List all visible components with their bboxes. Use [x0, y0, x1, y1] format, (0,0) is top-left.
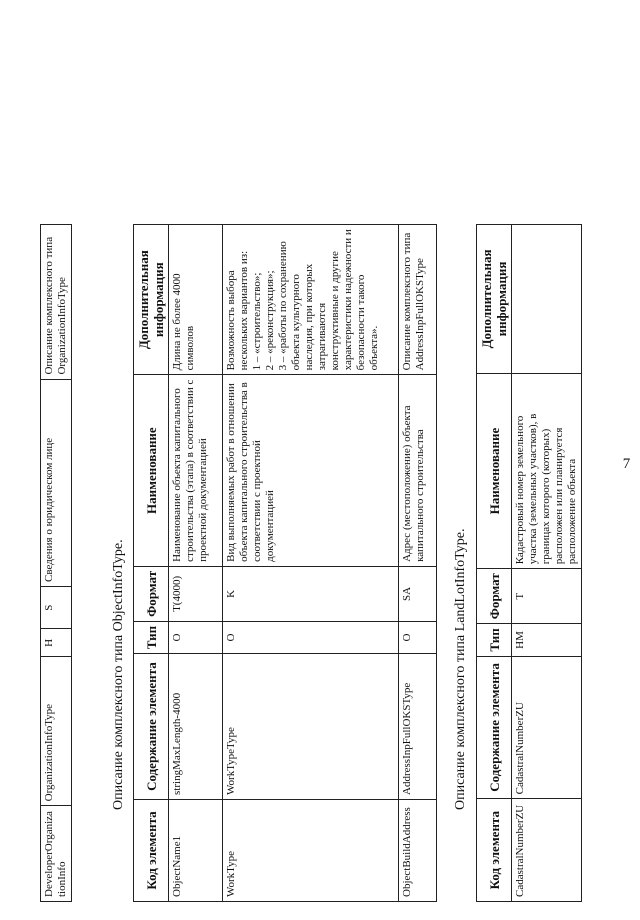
header-content: Содержание элемента — [134, 654, 169, 800]
caption-object-info: Описание комплексного типа ObjectInfoType. — [111, 539, 126, 810]
cell-info: Длина не более 4000 символов — [169, 225, 223, 375]
cell-name: Наименование объекта капитального строительства (этапа) в соответствии с проектной документацией — [169, 375, 223, 567]
cell-type: О — [223, 621, 399, 653]
table-row — [399, 225, 437, 902]
header-row — [134, 225, 169, 902]
page-number: 7 — [622, 455, 631, 472]
cell-format: SA — [399, 566, 437, 621]
table-row — [169, 225, 223, 902]
cell-name: Вид выполняемых работ в отношении объекта капитального строительства в соответствии с проектной документацией — [223, 375, 399, 567]
header-code: Код элемента — [134, 799, 169, 901]
cell-type: О — [169, 621, 223, 653]
header-format: Формат — [134, 566, 169, 621]
header-row — [477, 225, 512, 902]
cell-content: stringMaxLength-4000 — [169, 654, 223, 800]
cell-format: S — [41, 586, 72, 628]
cell-format: T — [512, 569, 582, 624]
cell-info — [512, 225, 582, 374]
cell-content: OrganizationInfoType — [41, 657, 72, 806]
table-row — [41, 225, 72, 902]
cell-info: Возможность выбора нескольких вариантов из: 1 – «строительство»; 2 – «реконструкция»; 3 – «работы по сохранению объекта культурного наследия, при которых затрагиваются конструктивные и другие характеристики надежности и безопасности такого объекта». — [223, 225, 399, 375]
header-info: Дополнительная информация — [477, 225, 512, 374]
cell-name: Сведения о юридическом лице — [41, 379, 72, 586]
cell-format: K — [223, 566, 399, 621]
caption-land-lot-info: Описание комплексного типа LandLotInfoType. — [453, 528, 468, 810]
header-name: Наименование — [477, 373, 512, 568]
top-table — [40, 224, 72, 902]
table-row — [512, 225, 582, 902]
table-row — [223, 225, 399, 902]
header-content: Содержание элемента — [477, 656, 512, 799]
header-type: Тип — [134, 621, 169, 653]
cell-name: Адрес (местоположение) объекта капитального строительства — [399, 375, 437, 567]
cell-content: CadastralNumberZU — [512, 656, 582, 799]
cell-format: T(4000) — [169, 566, 223, 621]
land-lot-info-table — [476, 224, 582, 902]
cell-code: DeveloperOrganizationInfo — [41, 806, 72, 902]
cell-info: Описание комплексного типа OrganizationInfoType — [41, 225, 72, 380]
object-info-table — [133, 224, 437, 902]
header-code: Код элемента — [477, 799, 512, 902]
cell-code: WorkType — [223, 799, 399, 901]
cell-type: НМ — [512, 624, 582, 656]
header-format: Формат — [477, 569, 512, 624]
cell-type: Н — [41, 629, 72, 657]
cell-content: WorkTypeType — [223, 654, 399, 800]
cell-type: О — [399, 621, 437, 653]
cell-content: AddressInpFullOKSType — [399, 654, 437, 800]
cell-code: ObjectName1 — [169, 799, 223, 901]
header-type: Тип — [477, 624, 512, 656]
header-info: Дополнительная информация — [134, 225, 169, 375]
cell-code: CadastralNumberZU — [512, 799, 582, 902]
cell-name: Кадастровый номер земельного участка (земельных участков), в границах которого (которых) расположен или планируется расположение объекта — [512, 373, 582, 568]
cell-code: ObjectBuildAddress — [399, 799, 437, 901]
header-name: Наименование — [134, 375, 169, 567]
cell-info: Описание комплексного типа AddressInpFullOKSType — [399, 225, 437, 375]
